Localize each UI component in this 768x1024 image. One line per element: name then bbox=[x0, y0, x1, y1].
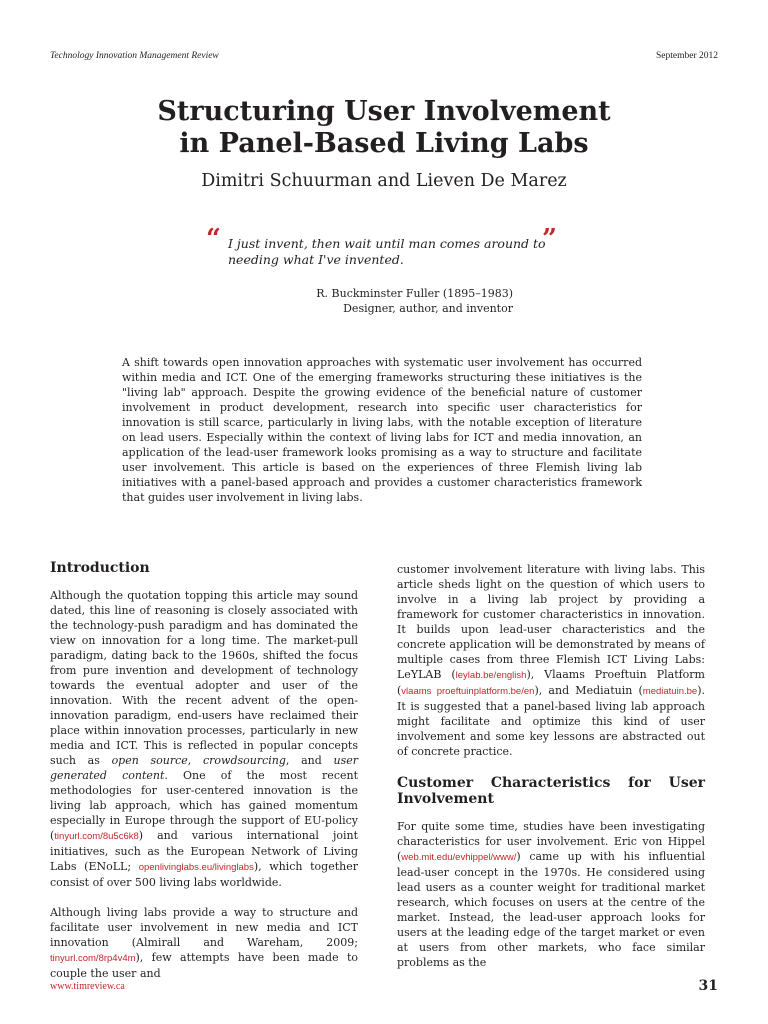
term-user-generated-content: user generated content bbox=[50, 754, 358, 782]
left-column bbox=[50, 560, 358, 981]
body-paragraph: For quite some time, studies have been investigating characteristics for user involvement. Eric von Hippel (web.mit.edu/evhippel/www/) came up with his influential lead-user concept in the 1970s. He considered using lead users as a counter weight for traditional market research, which focuses on users at the centre of the market. Instead, the lead-user approach looks for users at the leading edge of the target market or even at users from other markets, who face similar problems as the bbox=[397, 820, 705, 969]
section-heading-introduction: Introduction bbox=[50, 560, 150, 576]
link-enoll[interactable]: openlivinglabs.eu/livinglabs bbox=[138, 862, 254, 873]
article-authors: Dimitri Schuurman and Lieven De Marez bbox=[201, 171, 567, 191]
term-crowdsourcing: crowdsourcing bbox=[203, 754, 286, 767]
link-vlaams-proeftuin[interactable]: vlaams proeftuinplatform.be/en bbox=[401, 686, 535, 697]
body-paragraph: customer involvement literature with living labs. This article sheds light on the question of which users to involve in a living lab project by providing a framework for customer characteristics in innovation. It builds upon lead-user characteristics and the concrete application will be demonstrated by means of multiple cases from three Flemish ICT Living Labs: LeYLAB (leylab.be/english), Vlaams Proeftuin Platform (vlaams proeftuinplatform.be/en), and Mediatuin (mediatuin.be). It is suggested that a panel-based living lab approach might facilitate and optimize this kind of user involvement and some key lessons are abstracted out of concrete practice. bbox=[397, 563, 705, 758]
article-title bbox=[100, 96, 668, 160]
term-open-source: open source bbox=[111, 754, 188, 767]
abstract: A shift towards open innovation approaches with systematic user involvement has occurred within media and ICT. One of the emerging frameworks structuring these initiatives is the "living lab" approach. Despite the growing evidence of the beneficial nature of customer involvement in product development, research into specific user characteristics for innovation is still scarce, particularly in living labs, with the notable exception of literature on lead users. Especially within the context of living labs for ICT and media innovation, an application of the lead-user framework looks promising as a way to structure and facilitate user involvement. This article is based on the experiences of three Flemish living lab initiatives with a panel-based approach and provides a customer characteristics framework that guides user involvement in living labs. bbox=[122, 356, 642, 504]
link-mediatuin[interactable]: mediatuin.be bbox=[642, 686, 698, 697]
body-paragraph: Although the quotation topping this article may sound dated, this line of reasoning is closely associated with the technology-push paradigm and has dominated the view on innovation for a long time. The market-pull paradigm, dating back to the 1960s, shifted the focus from pure invention and development of technology towards the eventual adopter and user of the innovation. With the recent advent of the open-innovation paradigm, end-users have reclaimed their place within innovation processes, particularly in new media and ICT. This is reflected in popular concepts such as open source, crowdsourcing, and user generated content. One of the most recent methodologies for user-centered innovation is the living lab approach, which has gained momentum especially in Europe through the support of EU-policy (tinyurl.com/8u5c6k8) and various international joint initiatives, such as the European Network of Living Labs (ENoLL; openlivinglabs.eu/livinglabs), which together consist of over 500 living labs worldwide. bbox=[50, 589, 358, 889]
journal-name: Technology Innovation Management Review bbox=[50, 51, 219, 61]
link-almirall-wareham[interactable]: tinyurl.com/8rp4v4m bbox=[50, 953, 136, 964]
close-quote-icon: ” bbox=[542, 224, 557, 254]
epigraph-attribution bbox=[280, 286, 513, 316]
title-line-2: in Panel-Based Living Labs bbox=[179, 128, 589, 159]
title-line-1: Structuring User Involvement bbox=[157, 96, 611, 127]
link-eu-policy[interactable]: tinyurl.com/8u5c6k8 bbox=[54, 831, 139, 842]
link-leylab[interactable]: leylab.be/english bbox=[455, 670, 527, 681]
epigraph-author-role: Designer, author, and inventor bbox=[343, 302, 513, 315]
epigraph-text: I just invent, then wait until man comes around to needing what I've invented. bbox=[228, 236, 546, 267]
page-number: 31 bbox=[698, 978, 718, 994]
right-column bbox=[397, 562, 705, 970]
open-quote-icon: “ bbox=[206, 224, 221, 254]
epigraph-author: R. Buckminster Fuller (1895–1983) bbox=[316, 287, 513, 300]
body-paragraph: Although living labs provide a way to structure and facilitate user involvement in new media and ICT innovation (Almirall and Wareham, 2009; tinyurl.com/8rp4v4m), few attempts have been made to couple the user and bbox=[50, 906, 358, 980]
section-heading-customer-characteristics: Customer Characteristics for User Involvement bbox=[397, 775, 705, 807]
link-von-hippel[interactable]: web.mit.edu/evhippel/www/ bbox=[401, 852, 517, 863]
footer-url[interactable]: www.timreview.ca bbox=[50, 981, 125, 992]
issue-date: September 2012 bbox=[655, 51, 718, 61]
